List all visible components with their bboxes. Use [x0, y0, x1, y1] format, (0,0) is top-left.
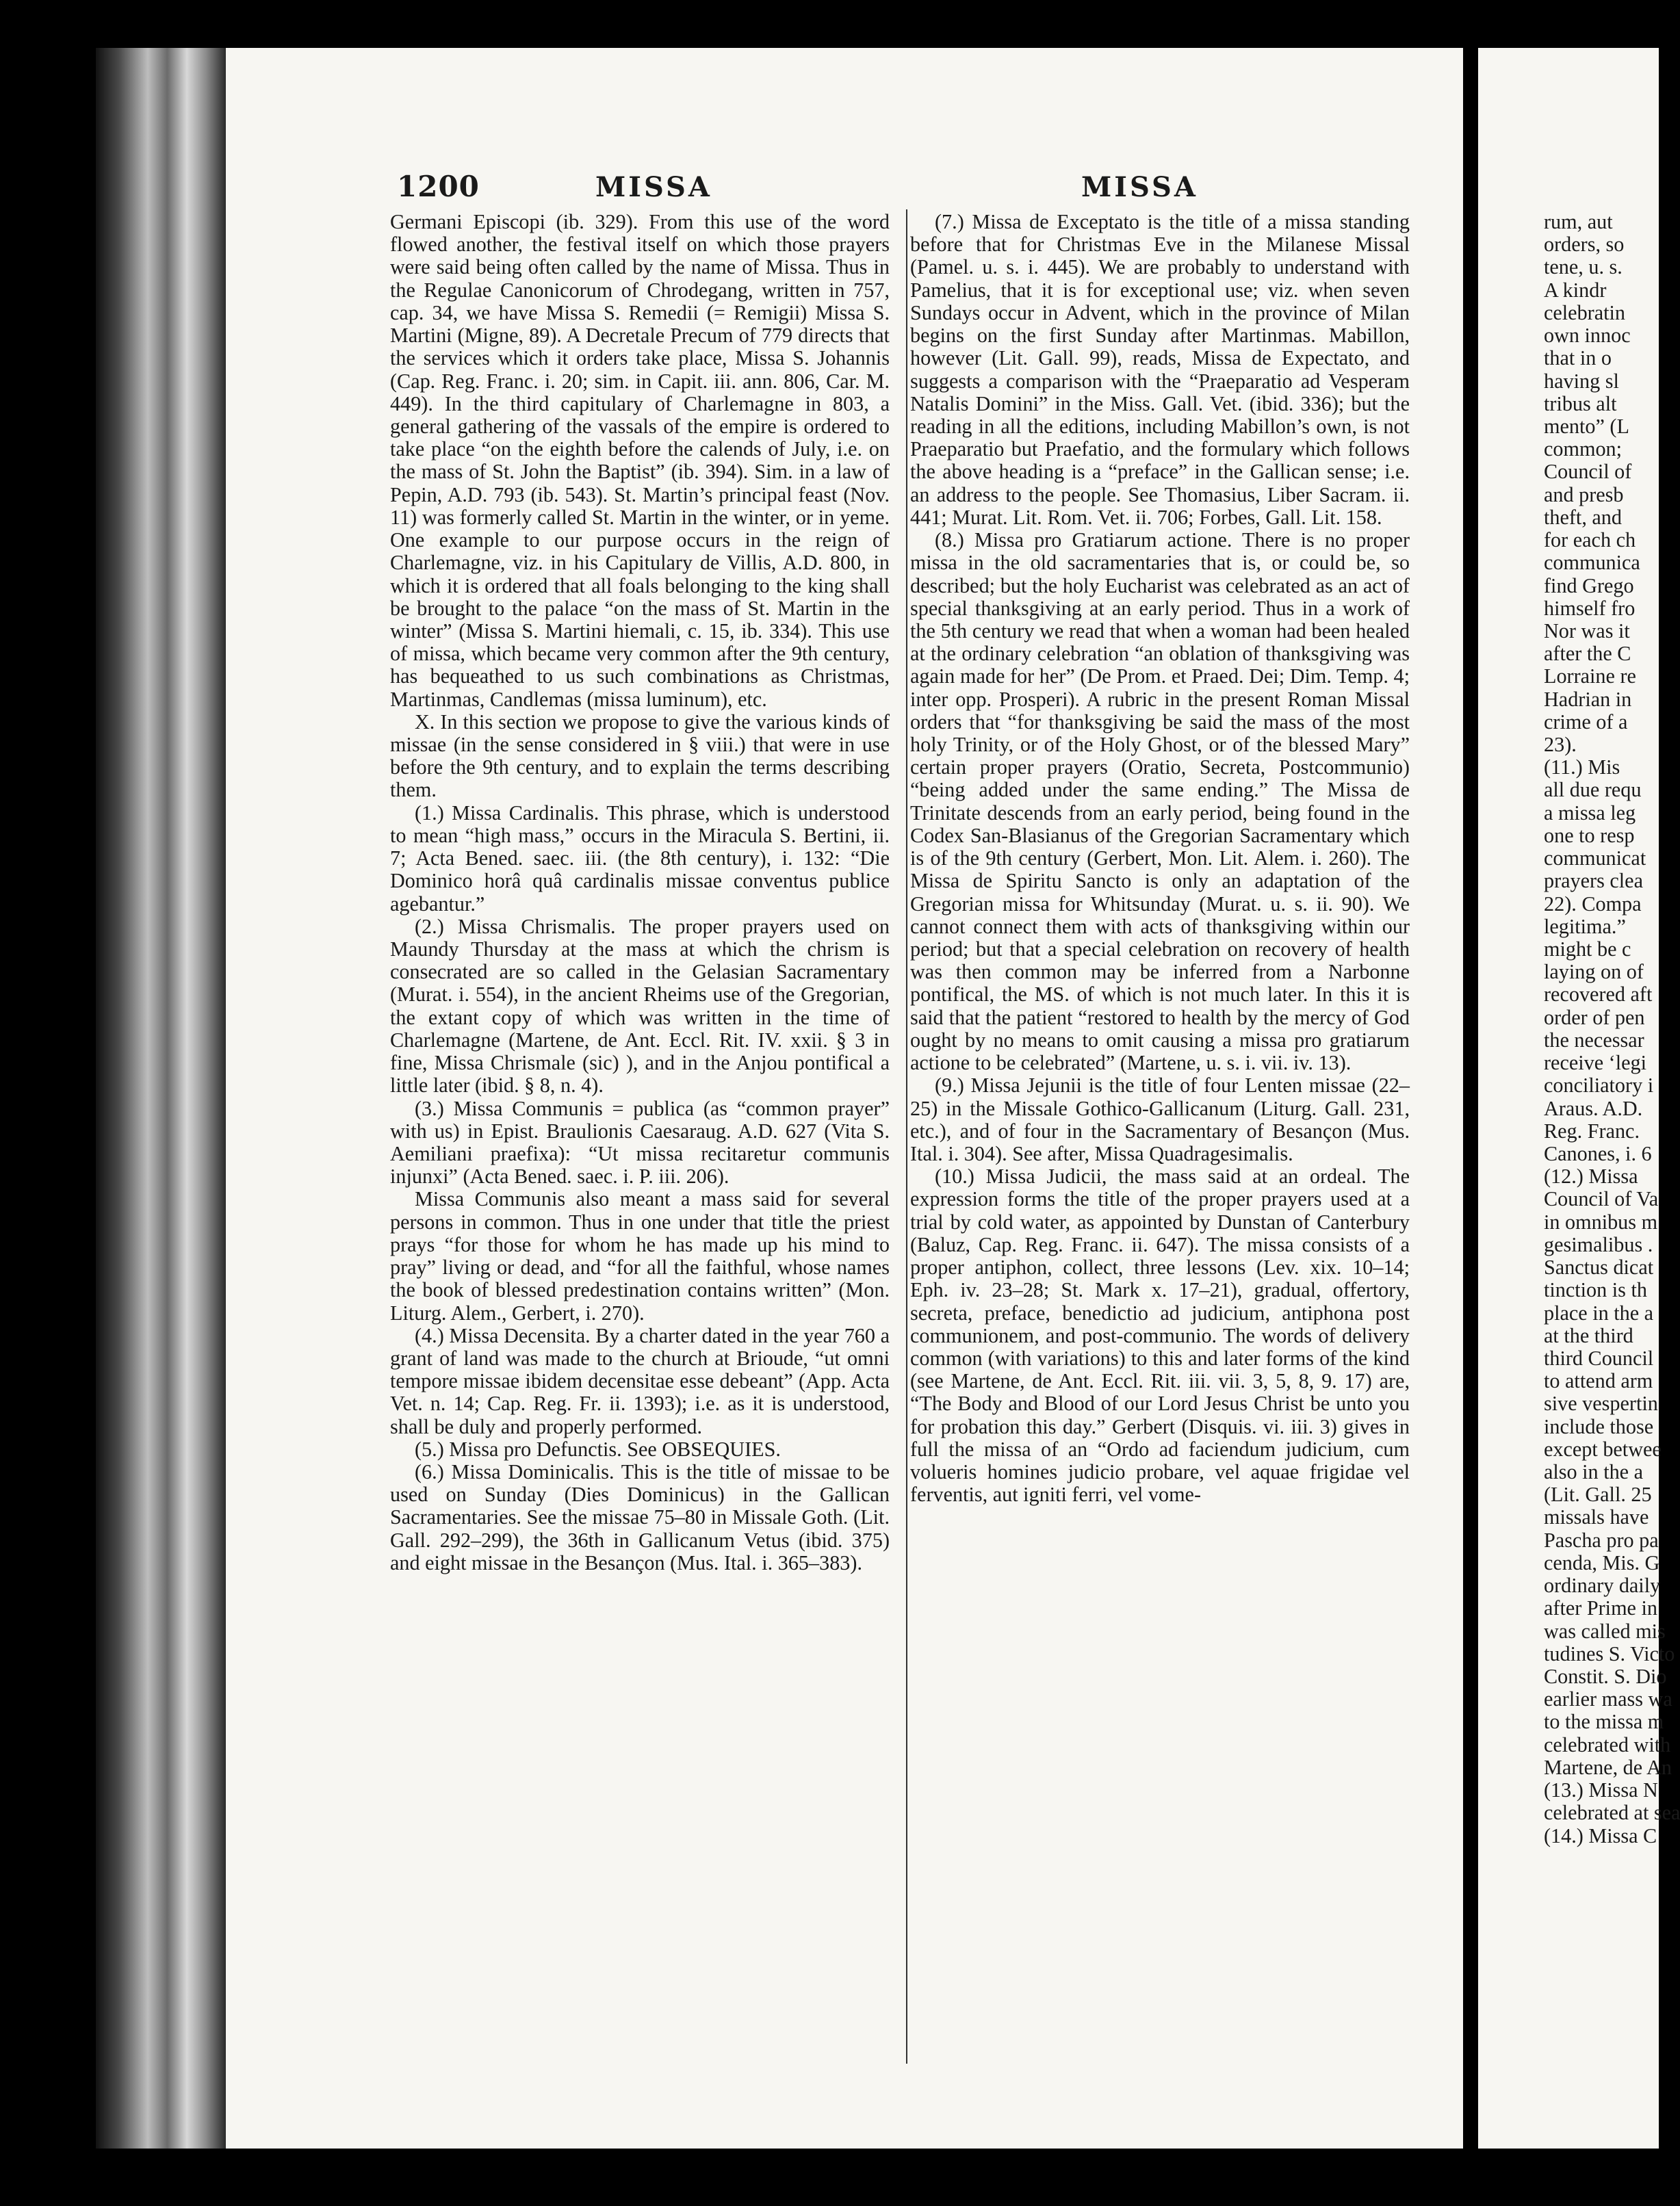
- fragment-line: after the C: [1544, 642, 1631, 666]
- fragment-line: A kindr: [1544, 278, 1607, 302]
- running-head-right: MISSA: [1081, 171, 1198, 203]
- fragment-line: cenda, Mis. G: [1544, 1550, 1660, 1574]
- fragment-line: laying on of: [1544, 960, 1644, 984]
- fragment-line: receive ‘legi: [1544, 1051, 1646, 1075]
- fragment-line: at the third: [1544, 1323, 1633, 1347]
- paragraph: Germani Episcopi (ib. 329). From this use of the word flowed another, the festival itself on which those prayers were said being often called by the name of Missa. Thus in the Regulae Canonicorum of Chrodegang, written in 757, cap. 34, we have Missa S. Remedii (= Remigii) Missa S. Martini (Migne, 89). A Decretale Precum of 779 directs that the services which it orders take place, Missa S. Johannis (Cap. Reg. Franc. i. 20; sim. in Capit. iii. ann. 806, Car. M. 449). In the third capitulary of Charlemagne in 803, a general gathering of the vassals of the empire is ordered to take place “on the eighth before the calends of July, i.e. on the mass of St. John the Baptist” (ib. 394). Sim. in a law of Pepin, A.D. 793 (ib. 543). St. Martin’s principal feast (Nov. 11) was formerly called St. Martin in the winter, or in yeme. One example to our purpose occurs in the reign of Charlemagne, viz. in his Capitulary de Villis, A.D. 800, in which it is ordered that all foals belonging to the king shall be brought to the palace “on the mass of St. Martin in the winter” (Missa S. Martini hiemali, c. 15, ib. 334). This use of missa, which became very common after the 9th century, has bequeathed to us such combinations as Christmas, Martinmas, Candlemas (missa luminum), etc.: [390, 210, 890, 711]
- fragment-line: place in the a: [1544, 1301, 1654, 1325]
- book-binding-edge: [96, 48, 226, 2149]
- fragment-line: orders, so: [1544, 233, 1625, 257]
- fragment-line: find Grego: [1544, 573, 1634, 597]
- fragment-line: missals have: [1544, 1505, 1649, 1529]
- fragment-line: celebratin: [1544, 300, 1625, 324]
- paragraph: (7.) Missa de Exceptato is the title of a missa standing before that for Christmas Eve in the Milanese Missal (Pamel. u. s. i. 445). We are probably to understand with Pamelius, that it is for exceptional use; viz. when seven Sundays occur in Advent, which in the province of Milan begins on the first Sunday after Martinmas. Mabillon, however (Lit. Gall. 99), reads, Missa de Expectato, and suggests a comparison with the “Praeparatio ad Vesperam Natalis Domini” in the Miss. Gall. Vet. (ibid. 336); but the reading in all the editions, including Mabillon’s own, is not Praeparatio but Praefatio, and the formulary which follows the above heading is a “preface” in the Gallican sense; i.e. an address to the people. See Thomasius, Liber Sacram. ii. 441; Murat. Lit. Rom. Vet. ii. 706; Forbes, Gall. Lit. 158.: [910, 210, 1410, 529]
- fragment-line: celebrated with: [1544, 1733, 1671, 1756]
- fragment-line: tribus alt: [1544, 391, 1617, 415]
- fragment-line: in omnibus m: [1544, 1210, 1658, 1234]
- fragment-line: except betwee: [1544, 1437, 1662, 1461]
- adjacent-page-text: [1544, 210, 1680, 1847]
- fragment-line: (13.) Missa N: [1544, 1778, 1658, 1802]
- fragment-line: 23).: [1544, 733, 1577, 757]
- running-head-left: MISSA: [595, 171, 712, 203]
- fragment-line: ordinary daily: [1544, 1574, 1661, 1598]
- fragment-line: Martene, de An: [1544, 1755, 1672, 1779]
- column-divider: [906, 209, 907, 2064]
- fragment-line: mento” (L: [1544, 414, 1629, 438]
- paragraph: (8.) Missa pro Gratiarum actione. There is no proper missa in the old sacramentaries that is, or could be, so described; but the holy Eucharist was celebrated as an act of special thanksgiving at an early period. Thus in a work of the 5th century we read that when a woman had been healed at the ordinary celebration “an oblation of thanksgiving was again made for her” (De Prom. et Praed. Dei; Dim. Temp. 4; inter opp. Prosperi). A rubric in the present Roman Missal orders that “for thanksgiving be said the mass of the most holy Trinity, or of the Holy Ghost, or of the blessed Mary” certain proper prayers (Oratio, Secreta, Postcommunio) “being added under the same ending.” The Missa de Trinitate descends from an early period, being found in the Codex San-Blasianus of the Gregorian Sacramentary which is of the 9th century (Gerbert, Mon. Lit. Alem. i. 260). The Missa de Spiritu Sancto is only an adaptation of the Gregorian missa for Whitsunday (Murat. u. s. ii. 90). We cannot connect them with acts of thanksgiving within our period; but that a special celebration on recovery of health was then common may be inferred from a Narbonne pontifical, the MS. of which is not much later. In this it is said that the patient “restored to health by the mercy of God ought by no means to omit causing a missa pro gratiarum actione to be celebrated” (Martene, u. s. i. vii. iv. 13).: [910, 528, 1410, 1075]
- fragment-line: 22). Compa: [1544, 892, 1642, 916]
- fragment-line: to attend arm: [1544, 1369, 1653, 1393]
- fragment-line: and presb: [1544, 482, 1624, 506]
- paragraph: (9.) Missa Jejunii is the title of four Lenten missae (22–25) in the Missale Gothico-Gallicanum (Liturg. Gall. 231, etc.), and of four in the Sacramentary of Besançon (Mus. Ital. i. 304). See after, Missa Quadragesimalis.: [910, 1074, 1410, 1165]
- fragment-line: common;: [1544, 437, 1623, 461]
- fragment-line: Constit. S. Dio: [1544, 1665, 1667, 1688]
- fragment-line: Lorraine re: [1544, 664, 1636, 688]
- fragment-line: for each ch: [1544, 528, 1636, 552]
- fragment-line: Pascha pro pa: [1544, 1528, 1659, 1552]
- right-text-column: [910, 211, 1410, 1506]
- fragment-line: was called mis: [1544, 1619, 1666, 1643]
- adjacent-page-edge: [1478, 48, 1680, 2149]
- fragment-line: recovered aft: [1544, 983, 1653, 1007]
- scan-border: [0, 2149, 1659, 2206]
- fragment-line: Council of: [1544, 460, 1632, 484]
- left-text-column: [390, 211, 890, 1574]
- fragment-line: gesimalibus .: [1544, 1232, 1653, 1256]
- fragment-line: tudines S. Victo: [1544, 1641, 1675, 1665]
- fragment-line: include those: [1544, 1414, 1654, 1438]
- fragment-line: earlier mass wa: [1544, 1687, 1672, 1711]
- paragraph: (4.) Missa Decensita. By a charter dated in the year 760 a grant of land was made to the church at Brioude, “ut omni tempore missae ibidem decensitae esse debeant” (App. Acta Vet. n. 14; Cap. Reg. Fr. ii. 1393); i.e. as it is understood, shall be duly and properly performed.: [390, 1323, 890, 1438]
- fragment-line: Canones, i. 6: [1544, 1141, 1652, 1165]
- paragraph: (6.) Missa Dominicalis. This is the title of missae to be used on Sunday (Dies Dominicus) in the Gallican Sacramentaries. See the missae 75–80 in Missale Goth. (Lit. Gall. 292–299), the 36th in Gallicanum Vetus (ibid. 375) and eight missae in the Besançon (Mus. Ital. i. 365–383).: [390, 1460, 890, 1574]
- fragment-line: also in the a: [1544, 1460, 1644, 1484]
- fragment-line: legitima.”: [1544, 914, 1626, 938]
- fragment-line: crime of a: [1544, 710, 1628, 734]
- fragment-line: celebrated at sea: [1544, 1801, 1680, 1825]
- fragment-line: conciliatory i: [1544, 1074, 1654, 1098]
- fragment-line: communicat: [1544, 846, 1646, 870]
- fragment-line: rum, aut: [1544, 210, 1613, 233]
- fragment-line: tene, u. s.: [1544, 255, 1623, 279]
- fragment-line: (11.) Mis: [1544, 755, 1620, 779]
- fragment-line: own innoc: [1544, 324, 1631, 348]
- paragraph: Missa Communis also meant a mass said for several persons in common. Thus in one under that title the priest prays “for those for whom he has made up his mind to pray” living or dead, and “for all the faithful, whose names the book of blessed predestination contains written” (Mon. Liturg. Alem., Gerbert, i. 270).: [390, 1187, 890, 1325]
- book-page: [226, 48, 1463, 2149]
- fragment-line: Nor was it: [1544, 619, 1630, 643]
- fragment-line: Council of Va: [1544, 1187, 1659, 1211]
- fragment-line: having sl: [1544, 369, 1619, 393]
- fragment-line: (12.) Missa: [1544, 1165, 1638, 1189]
- fragment-line: (Lit. Gall. 25: [1544, 1483, 1652, 1507]
- fragment-line: the necessar: [1544, 1028, 1644, 1052]
- fragment-line: sive vespertin: [1544, 1392, 1658, 1416]
- fragment-line: all due requ: [1544, 778, 1642, 802]
- fragment-line: after Prime in: [1544, 1596, 1657, 1620]
- fragment-line: that in o: [1544, 346, 1612, 370]
- paragraph: (5.) Missa pro Defunctis. See OBSEQUIES.: [415, 1437, 781, 1461]
- fragment-line: Reg. Franc.: [1544, 1119, 1640, 1143]
- fragment-line: one to resp: [1544, 823, 1635, 847]
- fragment-line: a missa leg: [1544, 801, 1636, 825]
- fragment-line: might be c: [1544, 937, 1631, 961]
- fragment-line: communica: [1544, 551, 1640, 575]
- fragment-line: theft, and: [1544, 505, 1622, 529]
- fragment-line: third Council: [1544, 1346, 1654, 1370]
- fragment-line: (14.) Missa C: [1544, 1824, 1657, 1847]
- fragment-line: Araus. A.D.: [1544, 1096, 1643, 1120]
- paragraph: (3.) Missa Communis = publica (as “common prayer” with us) in Epist. Braulionis Caesaraug. A.D. 627 (Vita S. Aemiliani praefixa): “Ut missa recitaretur communis injunxi” (Acta Bened. saec. i. P. iii. 206).: [390, 1096, 890, 1189]
- fragment-line: to the missa m: [1544, 1710, 1664, 1734]
- fragment-line: prayers clea: [1544, 869, 1643, 893]
- fragment-line: order of pen: [1544, 1005, 1645, 1029]
- paragraph: (1.) Missa Cardinalis. This phrase, which is understood to mean “high mass,” occurs in the Miracula S. Bertini, ii. 7; Acta Bened. saec. iii. (the 8th century), i. 132: “Die Dominico horâ quâ cardinalis missae conventus publice agebantur.”: [390, 801, 890, 916]
- fragment-line: Hadrian in: [1544, 687, 1632, 711]
- fragment-line: himself fro: [1544, 596, 1636, 620]
- fragment-line: tinction is th: [1544, 1278, 1647, 1302]
- paragraph: (10.) Missa Judicii, the mass said at an ordeal. The expression forms the title of the proper prayers used at a trial by cold water, as appointed by Dunstan of Canterbury (Baluz, Cap. Reg. Franc. ii. 647). The missa consists of a proper antiphon, collect, three lessons (Lev. xix. 10–14; Eph. iv. 23–28; St. Mark x. 17–21), gradual, offertory, secreta, preface, benedictio ad judicium, antiphona post communionem, and post-communio. The words of delivery common (with variations) to this and later forms of the kind (see Martene, de Ant. Eccl. Rit. iii. vii. 3, 5, 8, 9. 17) are, “The Body and Blood of our Lord Jesus Christ be unto you for probation this day.” Gerbert (Disquis. vi. iii. 3) gives in full the missa of an “Ordo ad faciendum judicium, cum volueris homines judicio probare, vel aquae frigidae vel ferventis, aut igniti ferri, vel vome-: [910, 1165, 1410, 1507]
- fragment-line: Sanctus dicat: [1544, 1256, 1654, 1280]
- paragraph: (2.) Missa Chrismalis. The proper prayers used on Maundy Thursday at the mass at which the chrism is consecrated are so called in the Gelasian Sacramentary (Murat. i. 554), in the ancient Rheims use of the Gregorian, the extant copy of which was written in the time of Charlemagne (Martene, de Ant. Eccl. Rit. IV. xxii. § 3 in fine, Missa Chrismale (sic) ), and in the Anjou pontifical a little later (ibid. § 8, n. 4).: [390, 914, 890, 1098]
- page-number: 1200: [397, 170, 480, 203]
- paragraph: X. In this section we propose to give the various kinds of missae (in the sense considered in § viii.) that were in use before the 9th century, and to explain the terms describing them.: [390, 710, 890, 802]
